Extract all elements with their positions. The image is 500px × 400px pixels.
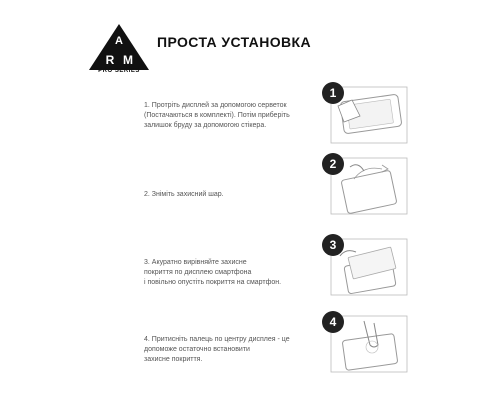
step-2-text xyxy=(144,190,334,200)
brand-logo xyxy=(85,22,153,74)
step-3-line: 3. Акуратно вирівняйте захисне xyxy=(144,259,247,266)
step-1-illustration xyxy=(322,82,408,144)
step-4-line: захисне покриття. xyxy=(144,356,203,363)
logo-triangle-icon xyxy=(85,22,153,72)
step-2-badge: 2 xyxy=(322,153,344,175)
step-4-badge: 4 xyxy=(322,311,344,333)
step-3-illustration xyxy=(322,234,408,296)
logo-letter-m: M xyxy=(123,53,133,67)
step-4-line: допоможе остаточно встановити xyxy=(144,346,250,353)
step-3-badge: 3 xyxy=(322,234,344,256)
step-1-text xyxy=(144,101,334,131)
step-3-text xyxy=(144,258,334,288)
logo-letter-r: R xyxy=(105,53,115,67)
logo-letter-a: A xyxy=(115,35,123,47)
page-title: ПРОСТА УСТАНОВКА xyxy=(157,34,311,50)
step-1-badge: 1 xyxy=(322,82,344,104)
step-4-text xyxy=(144,335,334,365)
step-3-line: і повільно опустіть покриття на смартфон. xyxy=(144,279,282,286)
step-2-illustration xyxy=(322,153,408,215)
logo-tagline: PRO SERIES xyxy=(98,68,140,74)
step-4-illustration xyxy=(322,311,408,373)
step-4-line: 4. Притисніть палець по центру дисплея - це xyxy=(144,336,290,343)
step-1-line: 1. Протріть дисплей за допомогою серветок xyxy=(144,102,287,109)
step-1-line: залишок бруду за допомогою стікера. xyxy=(144,122,267,129)
step-3-line: покриття по дисплею смартфона xyxy=(144,269,252,276)
step-2-line: 2. Зніміть захисний шар. xyxy=(144,191,224,198)
step-1-line: (Постачаються в комплекті). Потім приберіть xyxy=(144,112,290,119)
